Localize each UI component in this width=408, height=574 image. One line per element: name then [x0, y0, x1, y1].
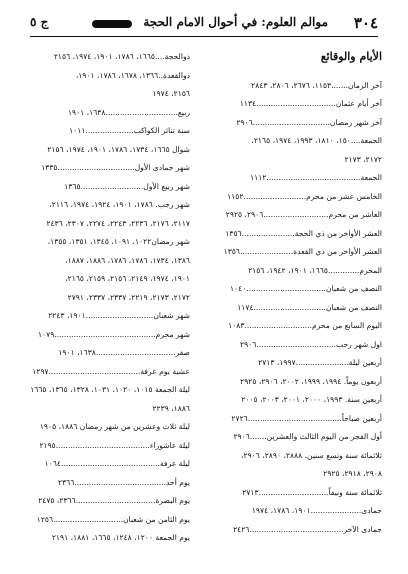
index-entry: يوم أحد......................................٢٣٦٦ [58, 477, 190, 487]
index-entry: العشر الأواخر من ذي القعدة......................١٣٥٦ [223, 247, 382, 256]
index-entry: صفر.................................١٦٣٨، ١٩٠١ [58, 348, 190, 357]
index-entry: النصف من شعبان.................................١٠٤٠ [229, 284, 382, 293]
index-entry: يوم البصرة.................................٢٣٦٦، ٢٤٧٥ [38, 496, 190, 505]
index-entry: آخر أيام عثمان.................................١١٣٤ [239, 99, 382, 108]
section-title: الأيام والوقائع [320, 50, 382, 63]
index-entry: الجمعة....١٥٠، ١٨١٠، ١٩٩٣، ١٩٧٤، ٢١٦٥، [251, 136, 382, 145]
index-entry: يوم الثامن من شعبان.............................١٢٥٦ [36, 514, 190, 524]
index-entry: ليلة عاشوراء.......................................٢١٩٥ [39, 440, 190, 450]
index-entry: ربيع..............................١٦٣٨، ١٩٠١ [67, 107, 190, 117]
index-entry: اليوم السابع من محرم............................١٠٨٣ [228, 321, 382, 330]
index-entry: أربعين سنة. ١٩٩٣، ٢٠٠٠، ٢٠٠١، ٢٠٠٣، ٢٠٠٥ [241, 395, 382, 404]
index-entry: آخر الزمان.......١١٥٣، ٢٦٧٦، ٢٨٠٦، ٢٨٤٣ [251, 80, 382, 90]
index-entry: شوال ١٦٦٥، ١٧٣٤، ١٧٨٦، ١٩٠١، ١٩٧٤، ٢١٥٦ [47, 144, 190, 154]
index-entry: ثلاثمائة سنة وتسع سنين. ٢٨٨٨، ٢٨٩٠، ٢٩٠٦، [241, 450, 382, 460]
index-entry: ذوالحجة....١٦٦٥، ١٧٨٦، ١٩٠١، ١٩٧٤، ٢١٥٦ [53, 52, 190, 61]
index-entry: ١٣٨٦، ١٧٣٤، ١٧٨٦، ١٧٨٦، ١٨٨٦، ١٨٨٧، [65, 255, 190, 265]
index-entry: ٢٩٠٨، ٢٩١٨، ٢٩٢٥ [323, 469, 382, 478]
index-entry: آخر شهر رمضان................................٢٩٠٦ [236, 117, 382, 127]
index-column-left [28, 48, 190, 548]
index-entry: يوم الجمعة ١٢٠٠، ١٢٤٨، ١٦٦٥، ١٨٨١، ٢١٩١ [51, 533, 190, 542]
index-entry: جمادى.....................١٩٠١، ١٧٨٦، ١٩٧٤ [251, 506, 382, 515]
index-entry: ليلة الجمعة ١٠١٥، ١٠٢٠، ١٠٣١، ١٣٢٨، ١٣٦٥، ١٦٦٥ [30, 385, 190, 394]
index-entry: ٢١٧٢، ٢١٧٣ [344, 154, 382, 164]
volume-label: ج ٥ [30, 15, 49, 29]
index-entry: اول شهر رجب.................................٢٩٠٦ [240, 339, 382, 349]
index-entry: أربعين ليلة......................١٩٩٧، ٢٧١٣ [258, 358, 382, 367]
index-entry: أربعين صباحاً.......................................٢٧٢٦ [231, 413, 382, 423]
index-entry: ليلة عرفة.........................................١٠٦٤ [44, 459, 190, 468]
index-entry: شهر محرم..........................................١٠٧٩ [37, 329, 190, 339]
index-entry: شهر ربيع الأول..........................١٣٦٥ [64, 181, 190, 191]
calligraphy-ornament-icon [92, 20, 132, 28]
index-entry: ليلة ثلاث وعشرين من شهر رمضان ١٨٨٦، ١٩٠٥ [39, 422, 190, 431]
index-entry: ذوالقعدة..١٣٦٦، ١٦٧٨، ١٧٨٦، ١٩٠١، [75, 70, 190, 80]
index-entry: ١٨٨٦، ٢٢٣٩ [152, 403, 190, 413]
index-entry: سنة تناثر الكواكب....................١٠١١ [69, 126, 190, 135]
index-column-right [220, 48, 382, 539]
index-entry: النصف من شعبان..............................١١٧٤ [237, 302, 382, 312]
index-entry: ٢١١٧، ٢١٧٦، ٢٢٣٦، ٢٢٤٣، ٢٢٧٤، ٢٣٠٧، ٢٤٣٦ [46, 218, 190, 228]
index-entry: ١٩٠١، ١٩٧٤، ٢١٤٩، ٢١٥٦، ٢١٥٩، ٢١٦٥، [65, 274, 190, 283]
index-entry: أول الفجر من اليوم الثالث والعشرين.......٢٩٠٦ [233, 432, 382, 441]
index-entry: جمادى الآخر.......................................٢٤٢٦ [233, 524, 382, 534]
index-entry: شهر رمضان١٠٢٢، ١٠٩١، ١٣٤٥، ١٣٥١، ١٣٥٥، [47, 237, 190, 246]
index-entry: شهر جمادى الأول................................١٣٣٥ [41, 163, 190, 172]
index-entry: ٢١٧٢، ٢١٧٣، ٢٢١٩، ٢٣٣٧، ٢٣٣٧، ٢٧٩١ [67, 292, 190, 302]
index-entry: العاشر من محرم...........................٢٩٠٦، ٢٩٢٥ [225, 210, 382, 219]
index-entry: المحرم.............١٦٦٥، ١٩٠١، ١٩٤٢، ٢١٥٦ [248, 265, 382, 275]
index-entry: الجمعة.......................................١١١٢ [250, 173, 382, 182]
index-entry: شهر شعبان............................١٩٠١، ٢٢٤٣ [48, 311, 190, 320]
index-entry: ثلاثمائة سنة ونيفاً.............................٢٧١٣ [242, 487, 382, 497]
running-header [30, 14, 378, 37]
running-title: موالم العلوم: في أحوال الامام الحجة [143, 15, 328, 29]
index-entry: عشية يوم عرفة......................................١٢٩٧ [32, 366, 190, 376]
index-entry: العشر الأواخر من ذي الحجة......................١٣٥٦ [225, 228, 382, 238]
index-entry: شهر رجب. ١٧٨٦، ١٩٠١، ١٩٢٤، ١٩٧٤، ٢١١٦، [49, 200, 190, 209]
page-number: ٣٠٤ [353, 14, 378, 32]
index-entry: أربعون يوماً. ١٩٩٤، ١٩٩٩، ٢٠٠٢، ٢٩٠٦، ٢٩٢٥ [240, 376, 382, 386]
index-entry: الخامس عشر من محرم..........................١١٥٢ [227, 191, 382, 201]
index-entry: ٢١٥٦، ١٩٧٤ [152, 89, 190, 98]
